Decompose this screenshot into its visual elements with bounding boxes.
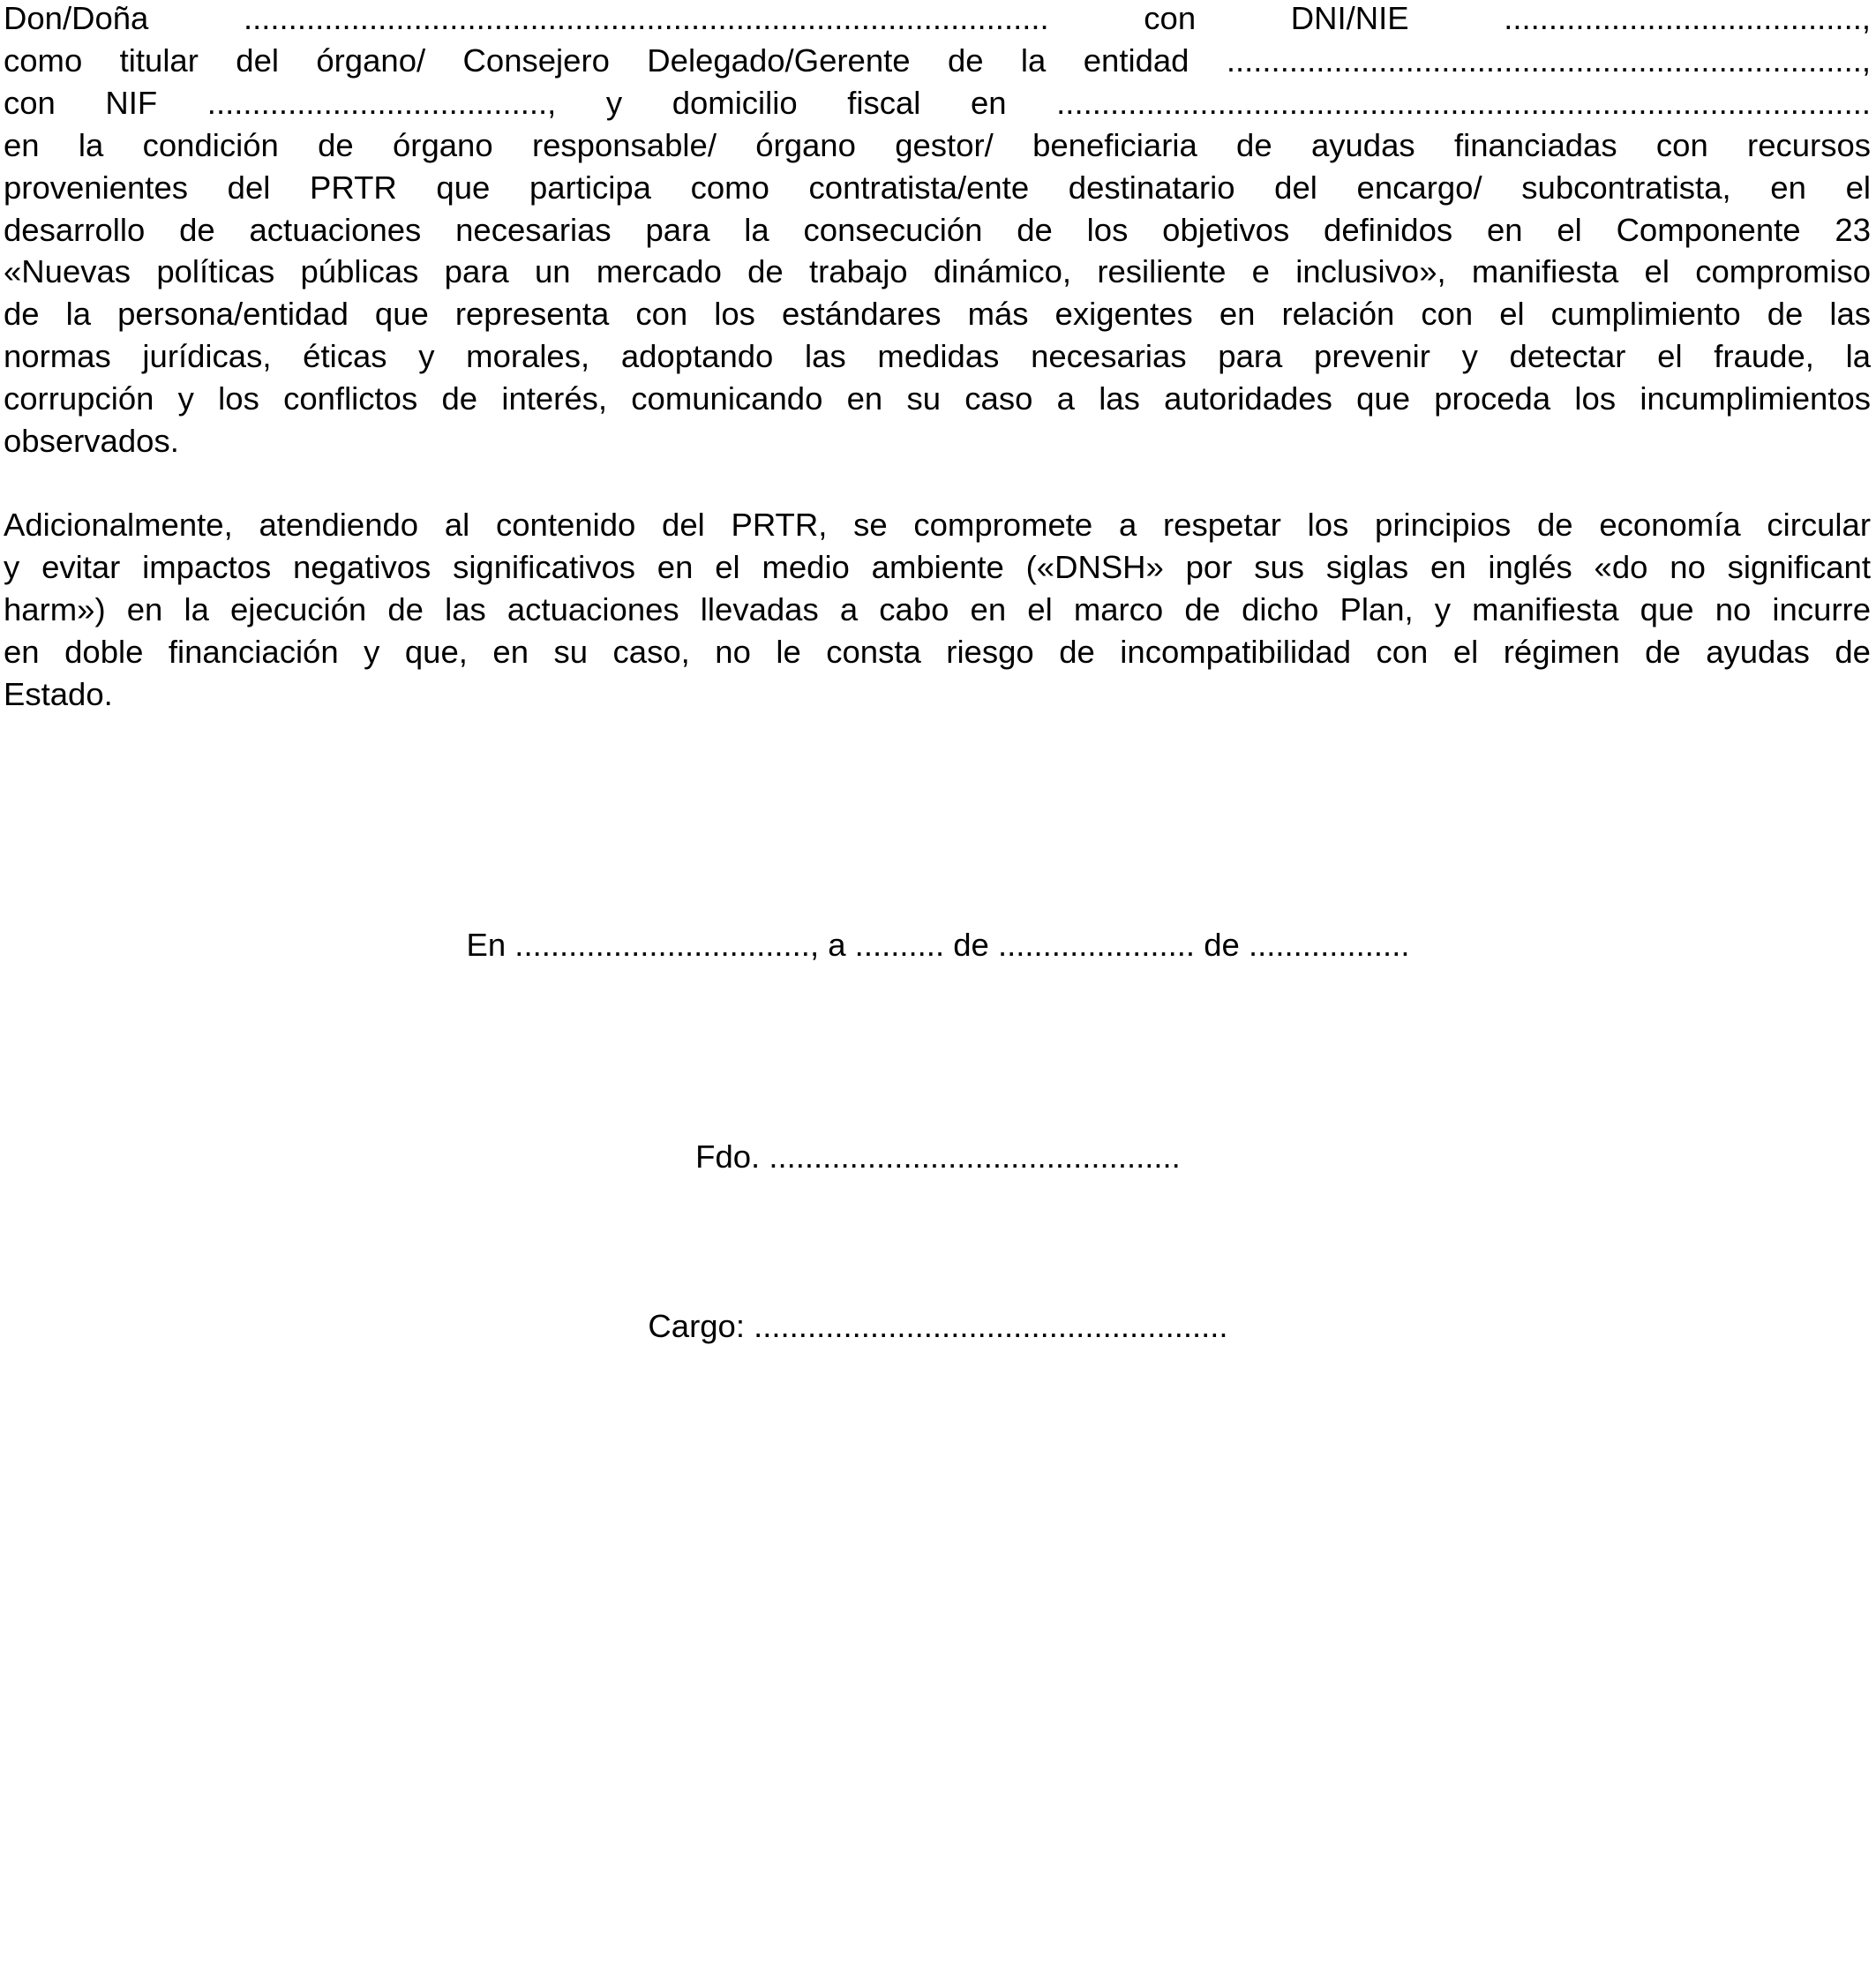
- paragraph-line: harm») en la ejecución de las actuaciones llevadas a cabo en el marco de dicho Plan, y manifiesta que no incurre: [4, 590, 1871, 627]
- paragraph-line: con NIF ......................................, y domicilio fiscal en ...........................................................................................: [4, 84, 1871, 121]
- paragraph-line: y evitar impactos negativos significativos en el medio ambiente («DNSH» por sus siglas en inglés «do no significant: [4, 548, 1871, 585]
- paragraph-line: en doble financiación y que, en su caso, no le consta riesgo de incompatibilidad con el régimen de ayudas de: [4, 633, 1871, 670]
- paragraph-line: provenientes del PRTR que participa como contratista/ente destinatario del encargo/ subcontratista, en el: [4, 169, 1871, 206]
- paragraph-line: de la persona/entidad que representa con los estándares más exigentes en relación con el cumplimiento de las: [4, 296, 1871, 333]
- place-date-line: En ................................., a .......... de ...................... de ..................: [466, 927, 1410, 963]
- paragraph-line: corrupción y los conflictos de interés, comunicando en su caso a las autoridades que proceda los incumplimientos: [4, 380, 1871, 417]
- paragraph-line: «Nuevas políticas públicas para un mercado de trabajo dinámico, resiliente e inclusivo», manifiesta el compromiso: [4, 253, 1871, 290]
- paragraph-line: en la condición de órgano responsable/ órgano gestor/ beneficiaria de ayudas financiadas con recursos: [4, 126, 1871, 163]
- paragraph-line: normas jurídicas, éticas y morales, adoptando las medidas necesarias para prevenir y detectar el fraude, la: [4, 338, 1871, 375]
- paragraph-line: observados.: [4, 423, 179, 460]
- paragraph-line: Adicionalmente, atendiendo al contenido del PRTR, se compromete a respetar los principios de economía circular: [4, 507, 1871, 543]
- paragraph-line: desarrollo de actuaciones necesarias para la consecución de los objetivos definidos en el Componente 23: [4, 211, 1871, 248]
- declaration-paragraph-2: [4, 504, 1871, 716]
- declaration-paragraph-1: [4, 0, 1871, 462]
- position-line: Cargo: .....................................................: [648, 1308, 1228, 1344]
- paragraph-line: Estado.: [4, 675, 113, 712]
- paragraph-line: Don/Doña .......................................................................................... con DNI/NIE ........................................,: [4, 0, 1871, 36]
- paragraph-line: como titular del órgano/ Consejero Delegado/Gerente de la entidad .......................................................................,: [4, 41, 1871, 79]
- signature-line: Fdo. ..............................................: [695, 1138, 1181, 1175]
